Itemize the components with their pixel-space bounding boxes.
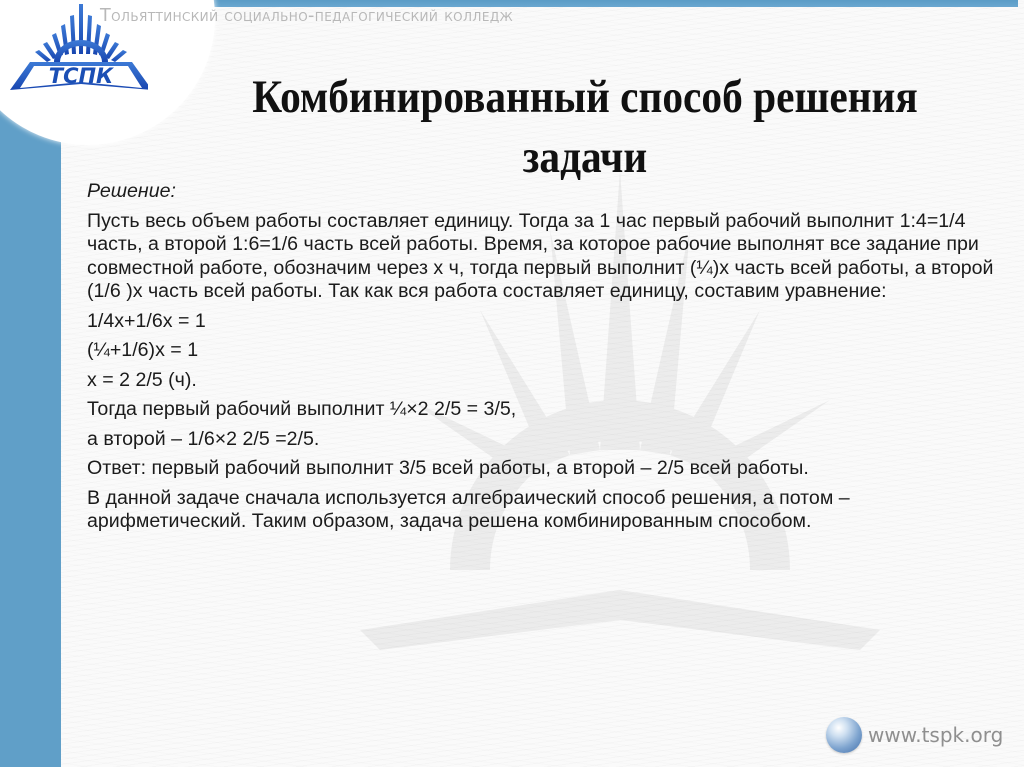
slide-body <box>87 180 997 540</box>
problem-setup-paragraph: Пусть весь объем работы составляет единицу. Тогда за 1 час первый рабочий выполнит 1:4=1/4 часть, а второй 1:6=1/6 часть всей работы. Время, за которое рабочие выполнят все задание при совместной работе, обозначим через х ч, тогда первый выполнит (¼)х часть всей работы, а второй (1/6 )х часть всей работы. Так как вся работа составляет единицу, составим уравнение: <box>87 209 994 302</box>
answer-paragraph: Ответ: первый рабочий выполнит 3/5 всей работы, а второй – 2/5 всей работы. <box>87 457 809 479</box>
website-url: www.tspk.org <box>868 723 1004 747</box>
second-worker-result: а второй – 1/6×2 2/5 =2/5. <box>87 427 320 450</box>
equation-solution: х = 2 2/5 (ч). <box>87 368 197 391</box>
globe-icon <box>826 717 862 753</box>
website-link[interactable] <box>826 717 1003 753</box>
equation-line-1: 1/4х+1/6х = 1 <box>87 309 206 332</box>
college-name: Тольяттинский социально-педагогический колледж <box>100 6 513 26</box>
solution-heading: Решение: <box>87 180 176 202</box>
first-worker-result: Тогда первый рабочий выполнит ¼×2 2/5 = 3/5, <box>87 398 517 420</box>
conclusion-paragraph: В данной задаче сначала используется алгебраический способ решения, а потом – арифметический. Таким образом, задача решена комбинированным способом. <box>87 486 850 532</box>
svg-text:ТСПК: ТСПК <box>48 64 114 88</box>
slide-title: Комбинированный способ решения задачи <box>252 71 918 184</box>
equation-line-2: (¼+1/6)х = 1 <box>87 339 199 361</box>
